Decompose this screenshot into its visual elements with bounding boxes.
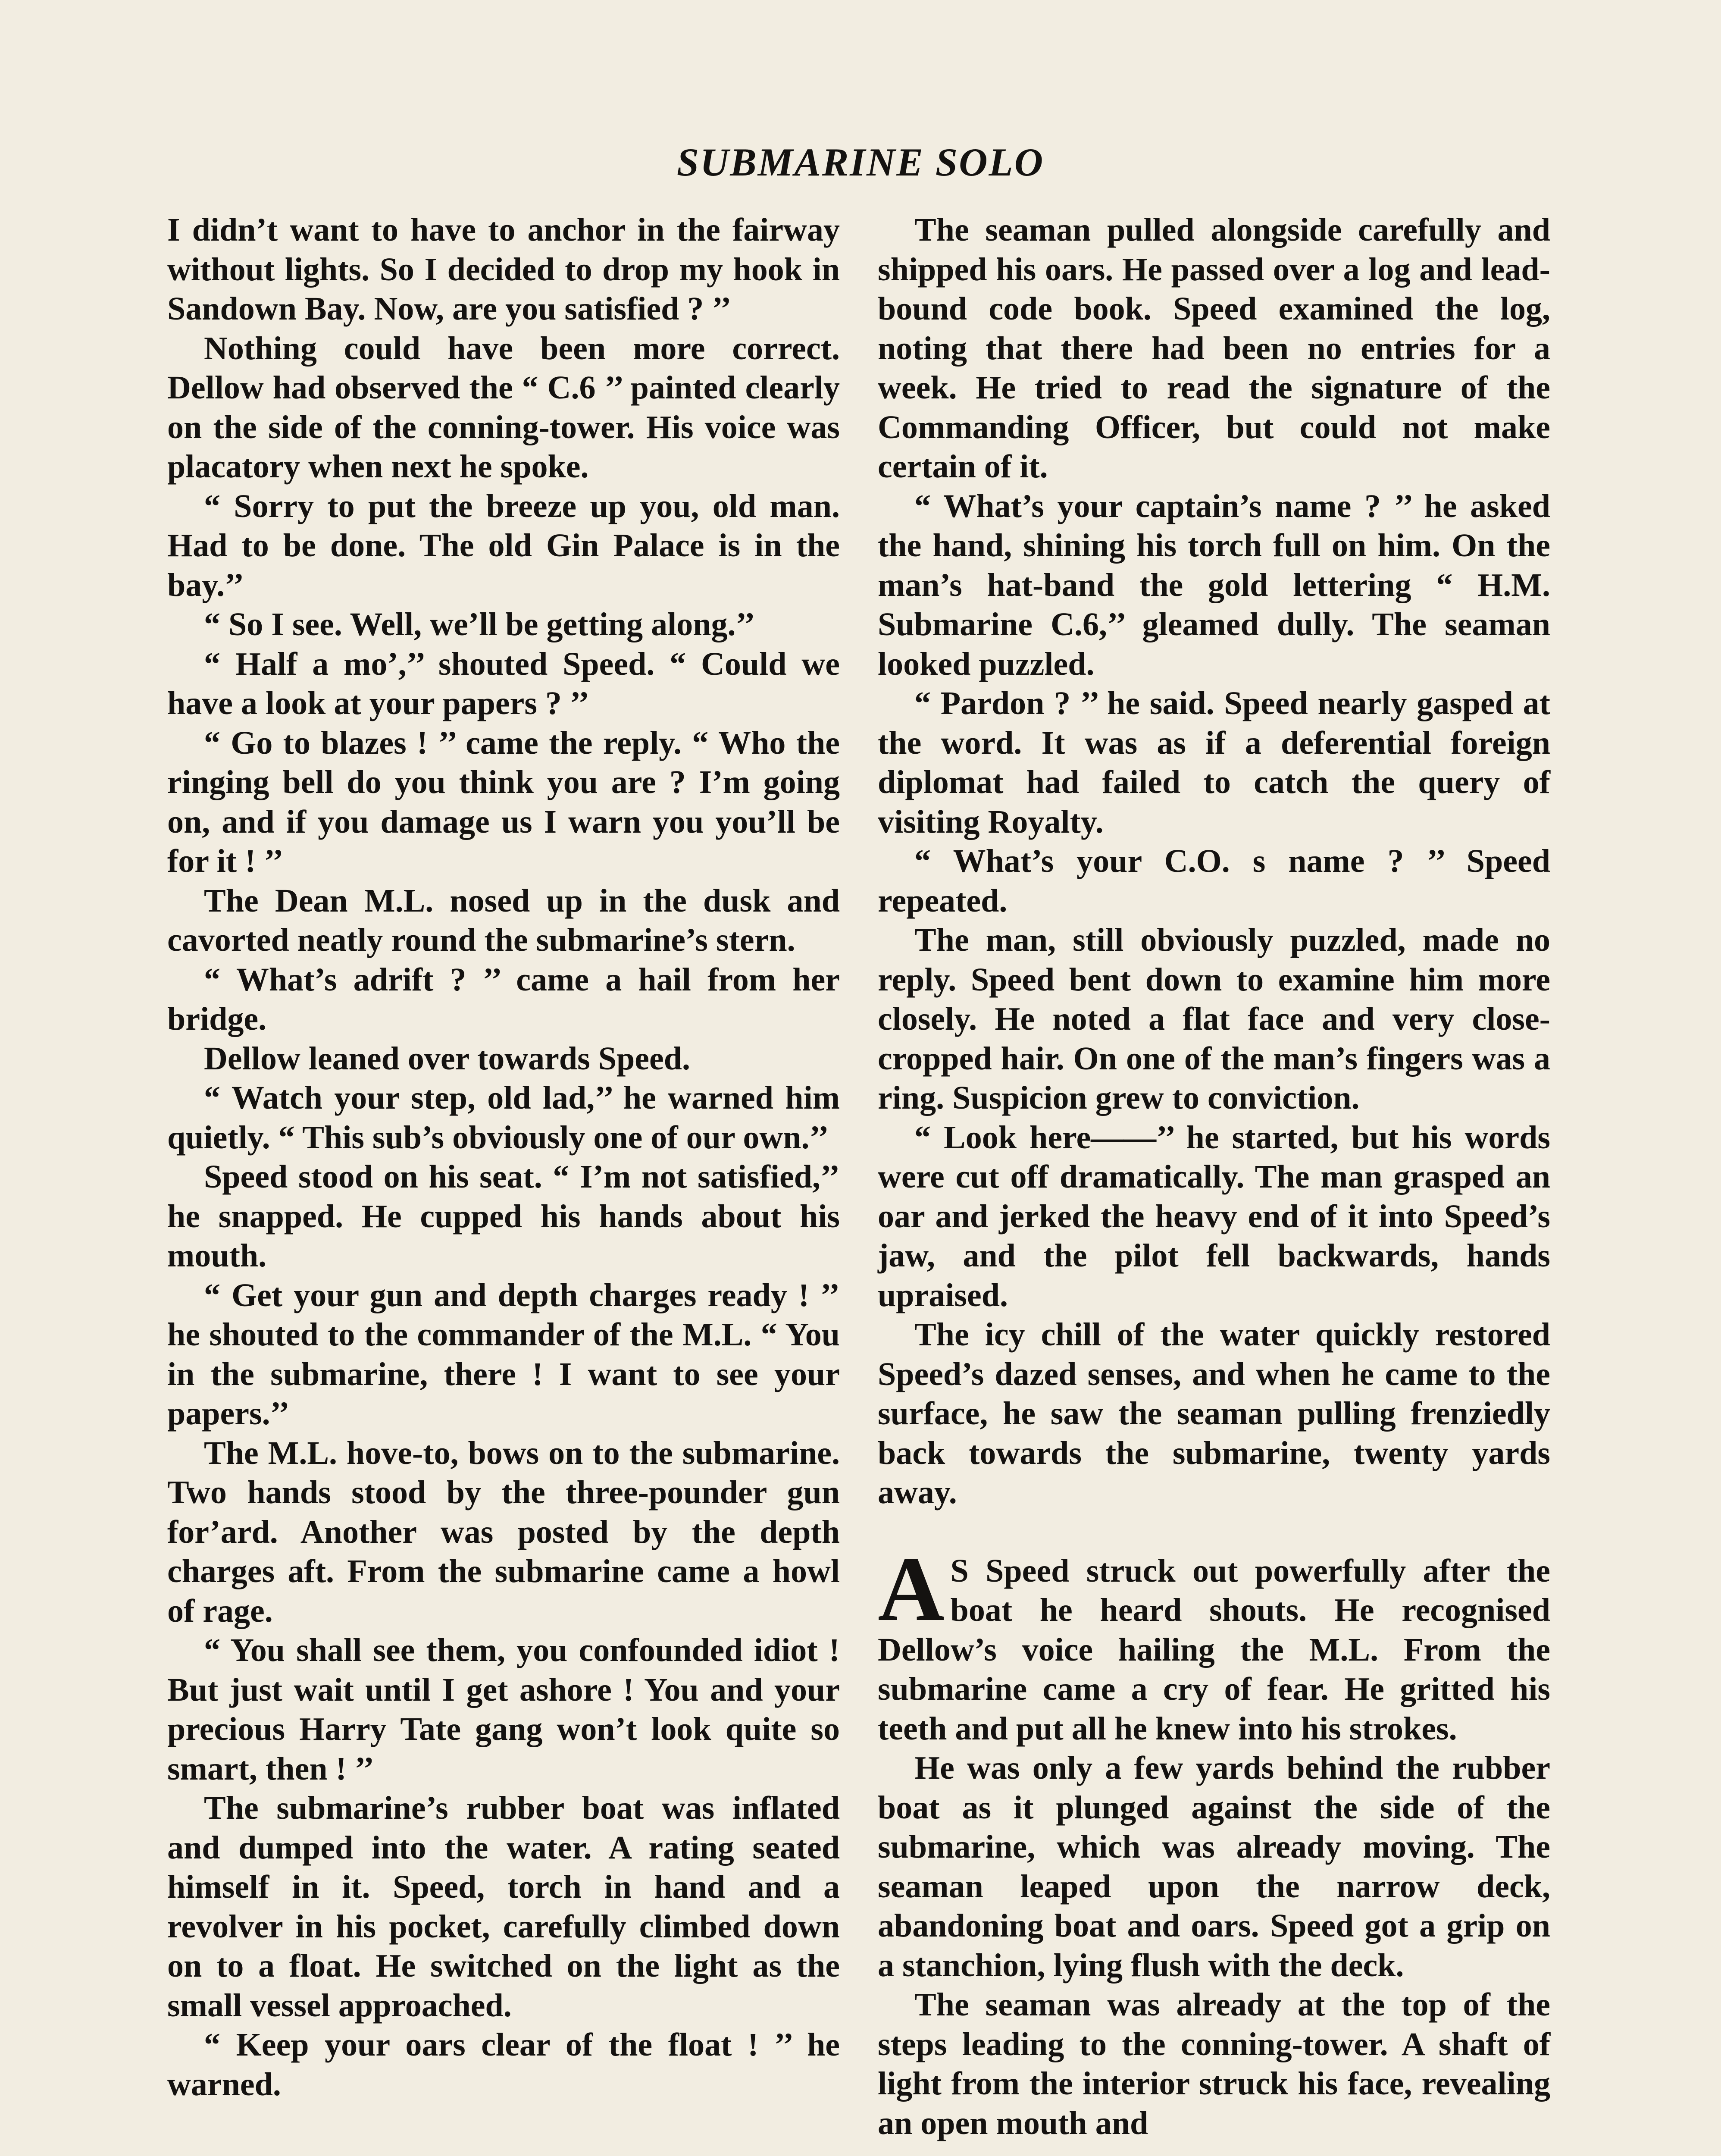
paragraph: The submarine’s rubber boat was inflated and dumped into the water. A rating seated himself in it. Speed, torch in hand and a revolver in his pocket, carefully climbed down on to a float. He switched on the light as the small vessel approached.	[167, 1790, 840, 2024]
right-column	[878, 210, 1550, 2143]
section-opening-text: S Speed struck out powerfully after the boat he heard shouts. He recognised Dellow’s voice hailing the M.L. From the submarine came a cry of fear. He gritted his teeth and put all he knew into his strokes.	[878, 1552, 1550, 1747]
paragraph: Dellow leaned over towards Speed.	[204, 1040, 690, 1077]
left-column	[167, 210, 840, 2104]
paragraph: The seaman pulled alongside carefully and shipped his oars. He passed over a log and lead-bound code book. Speed examined the log, noting that there had been no entries for a week. He tried to read the signature of the Commanding Officer, but could not make certain of it.	[878, 212, 1550, 485]
paragraph: He was only a few yards behind the rubber boat as it plunged against the side of the submarine, which was already moving. The seaman leaped upon the narrow deck, abandoning boat and oars. Speed got a grip on a stanchion, lying flush with the deck.	[878, 1750, 1550, 1984]
paragraph: “ Get your gun and depth charges ready ! ’’ he shouted to the commander of the M.L. “ You in the submarine, there ! I want to see your papers.’’	[167, 1277, 840, 1432]
section-opening-paragraph	[878, 1538, 1550, 1749]
paragraph: “ You shall see them, you confounded idiot ! But just wait until I get ashore ! You and your precious Harry Tate gang won’t look quite so smart, then ! ’’	[167, 1632, 840, 1787]
paragraph: Speed stood on his seat. “ I’m not satisfied,’’ he snapped. He cupped his hands about his mouth.	[167, 1159, 840, 1274]
paragraph: The M.L. hove-to, bows on to the submarine. Two hands stood by the three-pounder gun for’ard. Another was posted by the depth charges aft. From the submarine came a howl of rage.	[167, 1435, 840, 1629]
paragraph: “ Keep your oars clear of the float ! ’’ he warned.	[167, 2027, 840, 2103]
paragraph: I didn’t want to have to anchor in the fairway without lights. So I decided to drop my hook in Sandown Bay. Now, are you satisfied ? ’’	[167, 212, 840, 327]
paragraph: “ What’s adrift ? ’’ came a hail from her bridge.	[167, 961, 840, 1037]
paragraph: The icy chill of the water quickly restored Speed’s dazed senses, and when he came to the surface, he saw the seaman pulling frenziedly back towards the submarine, twenty yards away.	[878, 1316, 1550, 1510]
paragraph: “ Pardon ? ’’ he said. Speed nearly gasped at the word. It was as if a deferential foreign diplomat had failed to catch the query of visiting Royalty.	[878, 685, 1550, 840]
paragraph: “ So I see. Well, we’ll be getting along.’’	[204, 606, 755, 642]
paragraph: “ What’s your C.O. s name ? ’’ Speed repeated.	[878, 843, 1550, 919]
paragraph: The Dean M.L. nosed up in the dusk and cavorted neatly round the submarine’s stern.	[167, 882, 840, 958]
paragraph: The seaman was already at the top of the steps leading to the conning-tower. A shaft of light from the interior struck his face, revealing an open mouth and	[878, 1987, 1550, 2141]
paragraph: “ Watch your step, old lad,’’ he warned him quietly. “ This sub’s obviously one of our own.’’	[167, 1080, 840, 1156]
paragraph: “ What’s your captain’s name ? ’’ he asked the hand, shining his torch full on him. On the man’s hat-band the gold lettering “ H.M. Submarine C.6,’’ gleamed dully. The seaman looked puzzled.	[878, 488, 1550, 682]
paragraph: Nothing could have been more correct. Dellow had observed the “ C.6 ’’ painted clearly on the side of the conning-tower. His voice was placatory when next he spoke.	[167, 330, 840, 485]
paragraph: “ Sorry to put the breeze up you, old man. Had to be done. The old Gin Palace is in the bay.’’	[167, 488, 840, 603]
paragraph: “ Half a mo’,’’ shouted Speed. “ Could we have a look at your papers ? ’’	[167, 646, 840, 721]
paragraph: “ Look here——’’ he started, but his words were cut off dramatically. The man grasped an oar and jerked the heavy end of it into Speed’s jaw, and the pilot fell backwards, hands upraised.	[878, 1119, 1550, 1313]
story-title: SUBMARINE SOLO	[676, 140, 1045, 184]
paragraph: The man, still obviously puzzled, made no reply. Speed bent down to examine him more closely. He noted a flat face and very close-cropped hair. On one of the man’s fingers was a ring. Suspicion grew to conviction.	[878, 922, 1550, 1116]
paragraph: “ Go to blazes ! ’’ came the reply. “ Who the ringing bell do you think you are ? I’m going on, and if you damage us I warn you you’ll be for it ! ’’	[167, 724, 840, 879]
drop-cap: A	[878, 1538, 945, 1640]
